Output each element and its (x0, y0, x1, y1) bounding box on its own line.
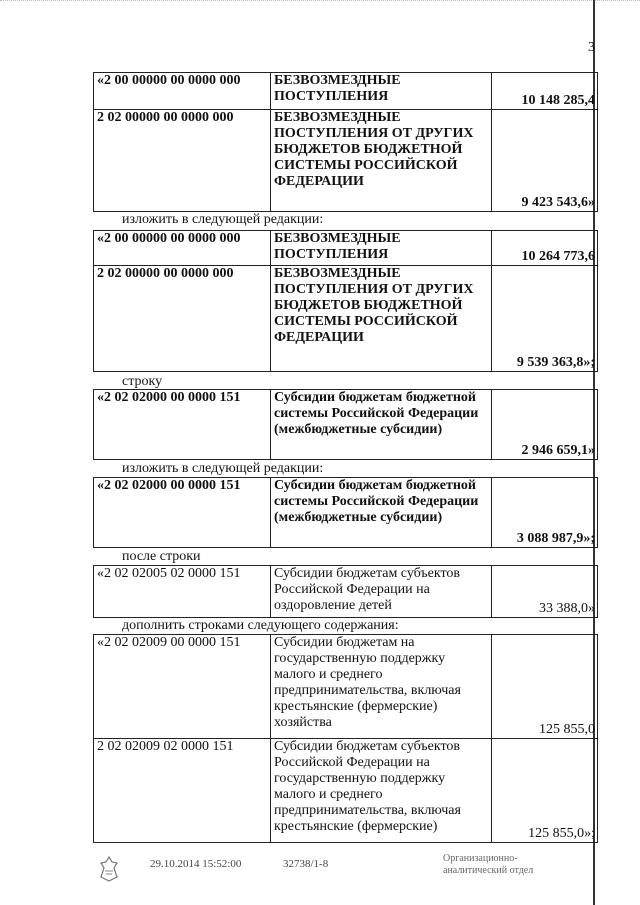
amount-cell: 3 088 987,9»; (492, 478, 598, 548)
code-cell: 2 02 00000 00 0000 000 (94, 110, 271, 212)
amount-cell: 2 946 659,1» (492, 390, 598, 460)
instruction-text: строку (122, 374, 163, 389)
table-block-2 (93, 230, 597, 372)
name-cell: БЕЗВОЗМЕЗДНЫЕ ПОСТУПЛЕНИЯ (271, 231, 492, 266)
table-row (94, 266, 598, 372)
name-cell: Субсидии бюджетам субъектов Российской Федерации на оздоровление детей (271, 566, 492, 618)
code-cell: 2 02 00000 00 0000 000 (94, 266, 271, 372)
code-cell: «2 02 02000 00 0000 151 (94, 478, 271, 548)
code-cell: «2 00 00000 00 0000 000 (94, 231, 271, 266)
name-cell: БЕЗВОЗМЕЗДНЫЕ ПОСТУПЛЕНИЯ ОТ ДРУГИХ БЮДЖЕТОВ БЮДЖЕТНОЙ СИСТЕМЫ РОССИЙСКОЙ ФЕДЕРАЦИИ (271, 266, 492, 372)
name-cell: Субсидии бюджетам на государственную поддержку малого и среднего предпринимательства, включая крестьянские (фермерские) хозяйства (271, 635, 492, 739)
table-block-1 (93, 72, 597, 212)
amount-cell: 33 388,0» (492, 566, 598, 618)
code-cell: «2 00 00000 00 0000 000 (94, 73, 271, 110)
name-cell: Субсидии бюджетам бюджетной системы Российской Федерации (межбюджетные субсидии) (271, 390, 492, 460)
footer-org-line: аналитический отдел (443, 865, 534, 876)
page-number: 3 (588, 40, 595, 55)
table-row (94, 478, 598, 548)
amount-cell: 125 855,0 (492, 635, 598, 739)
scan-top-edge (0, 0, 640, 13)
table-block-4 (93, 477, 597, 548)
amount-cell: 10 264 773,6 (492, 231, 598, 266)
instruction-text: изложить в следующей редакции: (122, 212, 324, 227)
footer-org (443, 853, 533, 877)
table-row (94, 73, 598, 110)
amount-cell: 10 148 285,4 (492, 73, 598, 110)
name-cell: Субсидии бюджетам субъектов Российской Федерации на государственную поддержку малого и среднего предпринимательства, включая крестьянские (фермерские) (271, 739, 492, 843)
code-cell: 2 02 02009 02 0000 151 (94, 739, 271, 843)
table-block-5 (93, 565, 597, 618)
table-row (94, 110, 598, 212)
table-row (94, 231, 598, 266)
instruction-text: дополнить строками следующего содержания: (122, 618, 399, 633)
name-cell: БЕЗВОЗМЕЗДНЫЕ ПОСТУПЛЕНИЯ ОТ ДРУГИХ БЮДЖЕТОВ БЮДЖЕТНОЙ СИСТЕМЫ РОССИЙСКОЙ ФЕДЕРАЦИИ (271, 110, 492, 212)
table-row (94, 635, 598, 739)
emblem-stamp-icon (97, 855, 121, 883)
footer-datetime: 29.10.2014 15:52:00 (150, 858, 242, 870)
table-row (94, 566, 598, 618)
instruction-text: после строки (122, 549, 201, 564)
instruction-text: изложить в следующей редакции: (122, 461, 324, 476)
table-row (94, 739, 598, 843)
table-block-6 (93, 634, 597, 843)
footer-org-line: Организационно- (443, 853, 518, 864)
amount-cell: 125 855,0»; (492, 739, 598, 843)
footer-doc-id: 32738/1-8 (283, 858, 329, 870)
amount-cell: 9 423 543,6» (492, 110, 598, 212)
code-cell: «2 02 02005 02 0000 151 (94, 566, 271, 618)
table-row (94, 390, 598, 460)
table-block-3 (93, 389, 597, 460)
code-cell: «2 02 02000 00 0000 151 (94, 390, 271, 460)
name-cell: БЕЗВОЗМЕЗДНЫЕ ПОСТУПЛЕНИЯ (271, 73, 492, 110)
name-cell: Субсидии бюджетам бюджетной системы Российской Федерации (межбюджетные субсидии) (271, 478, 492, 548)
code-cell: «2 02 02009 00 0000 151 (94, 635, 271, 739)
amount-cell: 9 539 363,8»; (492, 266, 598, 372)
